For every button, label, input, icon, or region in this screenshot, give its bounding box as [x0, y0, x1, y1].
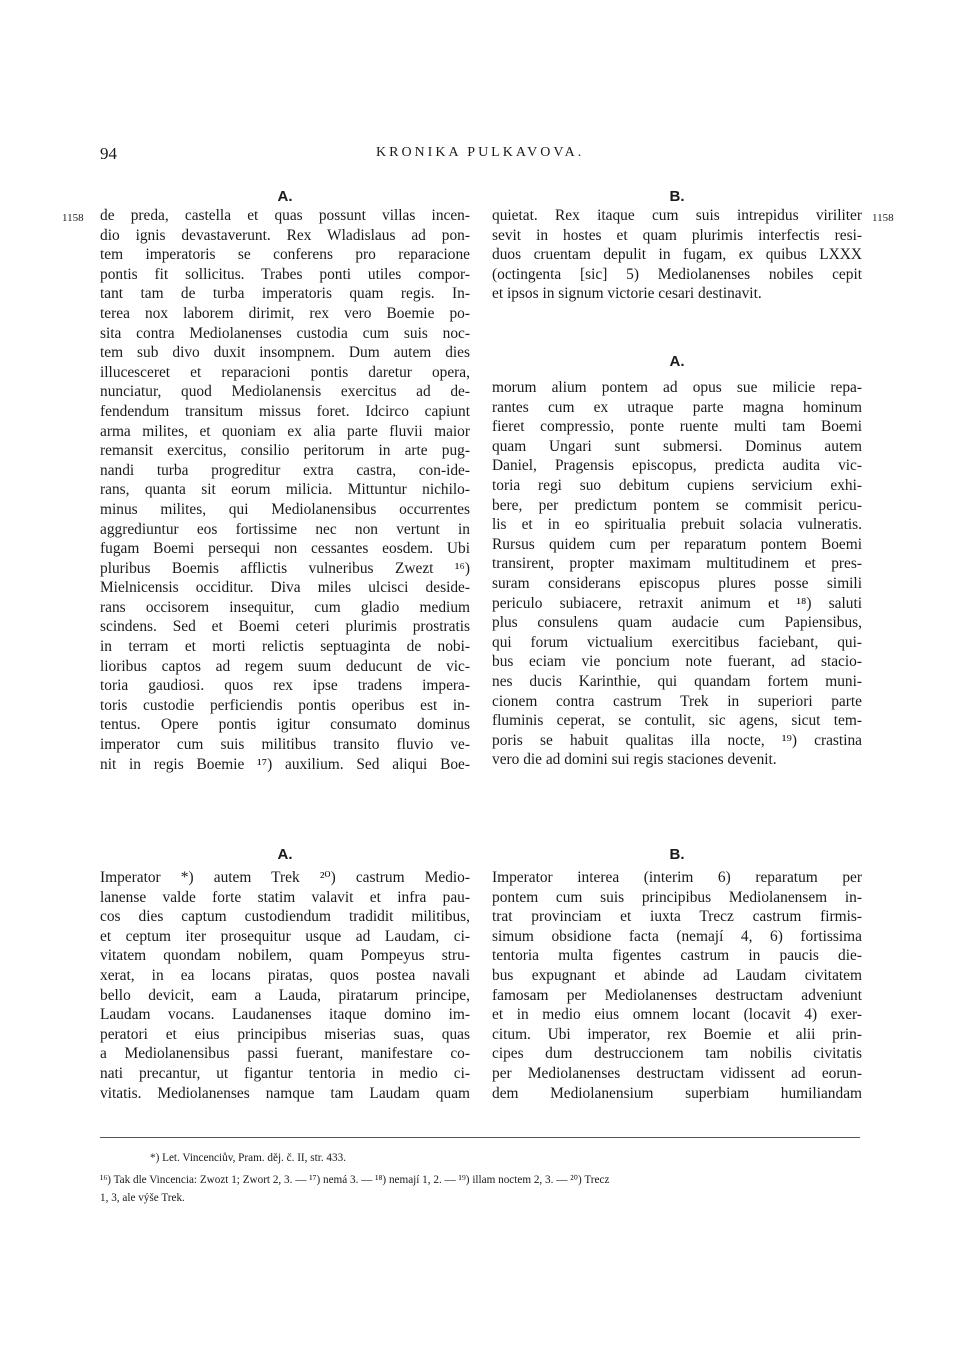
text-line: quietat. Rex itaque cum suis intrepidus viriliter: [492, 207, 862, 224]
text-line: vitatis. Mediolanenses namque tam Laudam quam: [100, 1084, 470, 1102]
text-line: minus milites, qui Mediolanensibus occurrentes: [100, 500, 470, 518]
text-line: Imperator *) autem Trek ²⁰) castrum Medio-: [100, 869, 470, 886]
text-line: rantes cum ex utraque parte magna hominum: [492, 398, 862, 416]
text-line: cipes dum destruccionem tam nobilis civitatis: [492, 1045, 862, 1063]
text-line: per Mediolanenses destructam vidissent ad eorun-: [492, 1064, 862, 1082]
text-line: quam Ungari sunt submersi. Dominus autem: [492, 437, 862, 455]
text-line: nandi turba progreditur extra castra, con-ide-: [100, 461, 470, 479]
text-line: tentoria multa figentes castrum in paucis die-: [492, 947, 862, 965]
text-line: scindens. Sed et Boemi ceteri plurimis prostratis: [100, 618, 470, 636]
text-line: et ceptum iter prosequitur usque ad Laudam, ci-: [100, 927, 470, 945]
text-line: transirent, propter maximam multitudinem et pres-: [492, 555, 862, 573]
text-line: in terram et morti relictis septuaginta de nobi-: [100, 638, 470, 656]
text-line: xerat, in ea locans piratas, quos postea navali: [100, 966, 470, 984]
text-line: poris se habuit qualitas illa nocte, ¹⁹) crastina: [492, 731, 862, 749]
text-line: lis et in eo spiritualia prebuit solacia vulneratis.: [492, 516, 862, 534]
text-line: trat provinciam et iuxta Trecz castrum firmis-: [492, 908, 862, 926]
text-line: citum. Ubi imperator, rex Boemie et alii prin-: [492, 1025, 862, 1043]
text-line: duos cruentam depulit in fugam, ex quibus LXXX: [492, 246, 862, 264]
text-line: de preda, castella et quas possunt villas incen-: [100, 207, 470, 224]
text-line: pontis fit sollicitus. Trabes ponti utiles compor-: [100, 265, 470, 283]
text-line: pluribus Boemis afflictis vulneribus Zwezt ¹⁶): [100, 559, 470, 577]
text-line: vitatem quondam nobilem, quam Pompeyus stru-: [100, 947, 470, 965]
text-line: peratori et eius principibus miserias suas, quas: [100, 1025, 470, 1043]
text-line: tant tam de turba imperatoris quam regis. In-: [100, 285, 470, 303]
text-line: illucesceret et reparacioni pontis daretur opera,: [100, 363, 470, 381]
text-line: remansit exercitus, consilio peritorum in arte pug-: [100, 442, 470, 460]
text-line: periculo subiacere, retraxit animum et ¹⁸) saluti: [492, 594, 862, 612]
text-line: suram considerans episcopus plures posse simili: [492, 574, 862, 592]
text-line: toris custodie perficiendis pontis operibus est in-: [100, 696, 470, 714]
text-line: lioribus captos ad regem suum deducunt de vic-: [100, 657, 470, 675]
margin-year-left: 1158: [62, 212, 84, 224]
text-line: toria gaudiosi. quos rex ipse tradens impera-: [100, 677, 470, 695]
footnote-variants: ¹⁶) Tak dle Vincencia: Zwozt 1; Zwort 2, 3. — ¹⁷) nemá 3. — ¹⁸) nemají 1, 2. — ¹⁹) illam noctem 2, 3. — ²⁰) Trecz: [100, 1174, 610, 1186]
text-line: dio ignis devastaverunt. Rex Wladislaus ad pon-: [100, 226, 470, 244]
text-line: simum obsidione facta (nemají 4, 6) fortissima: [492, 927, 862, 945]
text-line: morum alium pontem ad opus sue milicie repa-: [492, 379, 862, 396]
text-line: imperator cum suis militibus transito fluvio ve-: [100, 736, 470, 754]
column-a-text: [100, 206, 470, 774]
column-a-continued-text: [492, 378, 862, 770]
text-line: terea nox laborem dirimit, rex vero Boemie po-: [100, 304, 470, 322]
text-line: qui forum victualium exercitibus faciebant, qui-: [492, 633, 862, 651]
text-line: arma milites, et quoniam ex alia parte fluvii maior: [100, 422, 470, 440]
text-line: bus expugnant et abinde ad Laudam civitatem: [492, 966, 862, 984]
text-line: et ipsos in signum victorie cesari destinavit.: [492, 285, 762, 303]
text-line: rans, quanta sit eorum milicia. Mittuntur nichilo-: [100, 481, 470, 499]
text-line: Imperator interea (interim 6) reparatum per: [492, 869, 862, 886]
text-line: fendendum transitum missus foret. Idcirco capiunt: [100, 402, 470, 420]
text-line: a Mediolanensibus passi fuerant, manifestare co-: [100, 1045, 470, 1063]
text-line: nati precantur, ut figantur tentoria in medio ci-: [100, 1064, 470, 1082]
lower-column-a-text: [100, 868, 470, 1103]
lower-column-b-heading: B.: [669, 846, 685, 863]
lower-column-a-heading: A.: [277, 846, 293, 863]
column-b-text: [492, 206, 862, 304]
text-line: tentus. Opere pontis igitur consumato dominus: [100, 716, 470, 734]
text-line: sevit in hostes et quam plurimis interfectis resi-: [492, 226, 862, 244]
running-title: KRONIKA PULKAVOVA.: [376, 145, 585, 160]
page-number: 94: [100, 144, 117, 163]
text-line: Rursus quidem cum per reparatum pontem Boemi: [492, 535, 862, 553]
text-line: fluminis ceperat, se contulit, sic agens, sicut tem-: [492, 712, 862, 730]
text-line: Daniel, Pragensis episcopus, predicta audita vic-: [492, 457, 862, 475]
text-line: lanense valde forte statim valavit et infra pau-: [100, 888, 470, 906]
text-line: fieret compressio, ponte ruente multi tam Boemi: [492, 418, 862, 436]
text-line: cionem contra castrum Trek in superiori parte: [492, 692, 862, 710]
lower-column-b-text: [492, 868, 862, 1103]
text-line: bus eciam vie poncium note fuerant, ad stacio-: [492, 653, 862, 671]
text-line: rans occisorem insequitur, cum gladio medium: [100, 598, 470, 616]
footnote-star: *) Let. Vincenciův, Pram. děj. č. II, str. 433.: [150, 1152, 346, 1164]
text-line: tem imperatoris se conferens pro reparacione: [100, 246, 470, 264]
text-line: vero die ad domini sui regis staciones devenit.: [492, 751, 777, 769]
text-line: sita contra Mediolanenses custodia cum suis noc-: [100, 324, 470, 342]
text-line: fugam Boemi persequi non cessantes eosdem. Ubi: [100, 540, 470, 558]
text-line: bere, per predictum pontem se commisit pericu-: [492, 496, 862, 514]
text-line: et in medio eius omnem locant (locavit 4) exer-: [492, 1006, 862, 1024]
margin-year-right: 1158: [872, 212, 894, 224]
text-line: nunciatur, quod Mediolanensis exercitus ad de-: [100, 383, 470, 401]
text-line: Mielnicensis occiditur. Diva miles ulcisci deside-: [100, 579, 470, 597]
footnote-divider: [100, 1137, 860, 1138]
column-a-heading-continued: A.: [669, 353, 685, 370]
text-line: aggrediuntur eos fortissime nec non vertunt in: [100, 520, 470, 538]
text-line: plus consulens quam audacie cum Papiensibus,: [492, 614, 862, 632]
column-a-heading: A.: [277, 188, 293, 205]
text-line: cos dies captum custodiendum tradidit militibus,: [100, 908, 470, 926]
text-line: famosam per Mediolanenses destructam adveniunt: [492, 986, 862, 1004]
column-b-heading: B.: [669, 188, 685, 205]
text-line: dem Mediolanensium superbiam humiliandam: [492, 1084, 862, 1102]
text-line: bello devicit, eam a Lauda, piratarum principe,: [100, 986, 470, 1004]
text-line: tem sub divo duxit insompnem. Dum autem dies: [100, 344, 470, 362]
footnote-variants-end: 1, 3, ale výše Trek.: [100, 1192, 185, 1204]
text-line: toria regi suo debitum cupiens servicium exhi-: [492, 476, 862, 494]
text-line: nit in regis Boemie ¹⁷) auxilium. Sed aliqui Boe-: [100, 755, 470, 773]
text-line: Laudam vocans. Laudanenses itaque domino im-: [100, 1006, 470, 1024]
text-line: (octingenta [sic] 5) Mediolanenses nobiles cepit: [492, 265, 862, 283]
text-line: pontem cum suis principibus Mediolanensem in-: [492, 888, 862, 906]
text-line: nes ducis Karinthie, qui quandam fortem muni-: [492, 672, 862, 690]
